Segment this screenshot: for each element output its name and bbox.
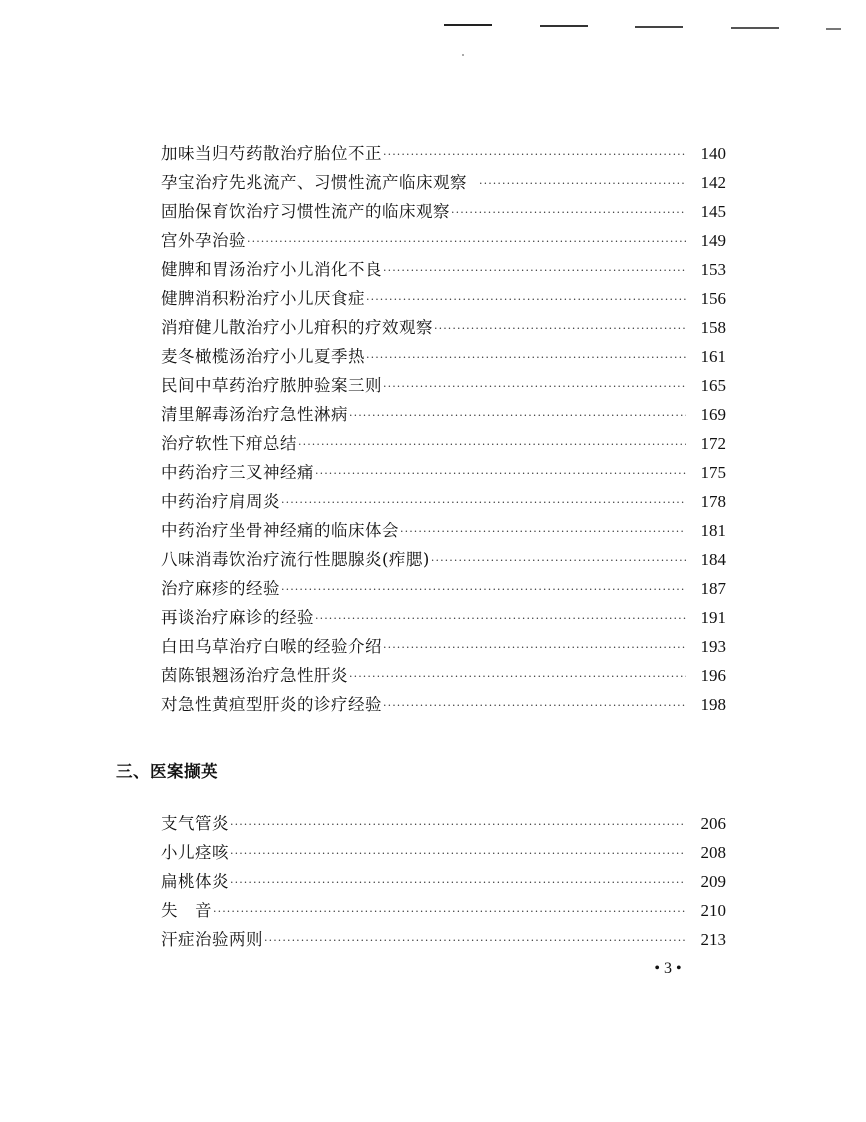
- dot-leader: [349, 670, 686, 683]
- toc-entry-title: 中药治疗三叉神经痛: [161, 463, 314, 482]
- toc-entry[interactable]: [161, 633, 726, 662]
- toc-entry-page: 191: [700, 608, 726, 627]
- dot-leader: [264, 934, 686, 947]
- dot-leader: [281, 496, 686, 509]
- toc-entry-title: 健脾消积粉治疗小儿厌食症: [161, 289, 365, 308]
- toc-entry-title: 清里解毒汤治疗急性淋病: [161, 405, 348, 424]
- toc-entry-title: 加味当归芍药散治疗胎位不正: [161, 144, 382, 163]
- toc-entry[interactable]: [161, 198, 726, 227]
- dot-leader: [383, 148, 686, 161]
- toc-entry-title: 中药治疗坐骨神经痛的临床体会: [161, 521, 399, 540]
- rule-line: [540, 25, 588, 27]
- toc-entry[interactable]: [161, 546, 726, 575]
- toc-entry[interactable]: [161, 517, 726, 546]
- rule-line: [731, 27, 779, 29]
- toc-entry-page: 187: [700, 579, 726, 598]
- toc-entry-title: 再谈治疗麻诊的经验: [161, 608, 314, 627]
- toc-entry-title: 茵陈银翘汤治疗急性肝炎: [161, 666, 348, 685]
- toc-entry-page: 161: [700, 347, 726, 366]
- toc-entry-page: 158: [700, 318, 726, 337]
- dot-leader: [230, 847, 686, 860]
- dot-leader: [213, 905, 686, 918]
- toc-entry-title: 治疗软性下疳总结: [161, 434, 297, 453]
- toc-entry-title: 健脾和胃汤治疗小儿消化不良: [161, 260, 382, 279]
- dot-leader: [349, 409, 686, 422]
- toc-entry-page: 178: [700, 492, 726, 511]
- toc-entry[interactable]: [161, 372, 726, 401]
- dot-leader: [366, 351, 686, 364]
- toc-entry-title: 民间中草药治疗脓肿验案三则: [161, 376, 382, 395]
- toc-entry-title: 扁桃体炎: [161, 872, 229, 891]
- toc-entry[interactable]: [161, 459, 726, 488]
- toc-entry[interactable]: [161, 401, 726, 430]
- toc-entry-title: 八味消毒饮治疗流行性腮腺炎(痄腮): [161, 550, 430, 569]
- dot-leader: [281, 583, 686, 596]
- dot-leader: [366, 293, 686, 306]
- toc-entry[interactable]: [161, 575, 726, 604]
- dot-leader: [383, 699, 686, 712]
- dot-leader: [479, 177, 686, 190]
- toc-entry-title: 固胎保育饮治疗习惯性流产的临床观察: [161, 202, 450, 221]
- toc-entry-page: 209: [700, 872, 726, 891]
- toc-entry-page: 196: [700, 666, 726, 685]
- dot-leader: [383, 380, 686, 393]
- toc-entry-title: 消疳健儿散治疗小儿疳积的疗效观察: [161, 318, 433, 337]
- toc-entry-title: 麦冬橄榄汤治疗小儿夏季热: [161, 347, 365, 366]
- rule-line: [444, 24, 492, 26]
- section-heading: 三、医案撷英: [116, 762, 218, 781]
- toc-entry-page: 193: [700, 637, 726, 656]
- toc-entry[interactable]: [161, 140, 726, 169]
- dot-leader: [230, 876, 686, 889]
- toc-entry-page: 165: [700, 376, 726, 395]
- toc-entry-page: 208: [700, 843, 726, 862]
- toc-entry-page: 156: [700, 289, 726, 308]
- dot-leader: [434, 322, 686, 335]
- toc-entry-page: 169: [700, 405, 726, 424]
- toc-entry[interactable]: [161, 691, 726, 720]
- toc-entry[interactable]: [161, 926, 726, 955]
- toc-entry-page: 198: [700, 695, 726, 714]
- toc-entry[interactable]: [161, 227, 726, 256]
- toc-entry-page: 149: [700, 231, 726, 250]
- page-number: • 3 •: [654, 960, 682, 977]
- toc-entry-page: 184: [700, 550, 726, 569]
- toc-entry-title: 支气管炎: [161, 814, 229, 833]
- toc-entry-page: 140: [700, 144, 726, 163]
- toc-entry-title: 汗症治验两则: [161, 930, 263, 949]
- toc-entry-title: 治疗麻疹的经验: [161, 579, 280, 598]
- toc-entry[interactable]: [161, 604, 726, 633]
- toc-entry-page: 210: [700, 901, 726, 920]
- toc-entry[interactable]: [161, 285, 726, 314]
- toc-entry-page: 213: [700, 930, 726, 949]
- toc-entry-page: 181: [700, 521, 726, 540]
- toc-entry-page: 145: [700, 202, 726, 221]
- toc-entry[interactable]: [161, 839, 726, 868]
- toc-entry[interactable]: [161, 810, 726, 839]
- section-three-list: [161, 810, 726, 955]
- toc-entry[interactable]: [161, 430, 726, 459]
- dot-leader: [400, 525, 686, 538]
- toc-entry[interactable]: [161, 314, 726, 343]
- toc-entry-title: 宫外孕治验: [161, 231, 246, 250]
- toc-entry-title: 中药治疗肩周炎: [161, 492, 280, 511]
- toc-entry[interactable]: [161, 897, 726, 926]
- toc-entry[interactable]: [161, 488, 726, 517]
- toc-entry[interactable]: [161, 868, 726, 897]
- toc-entry-page: 142: [700, 173, 726, 192]
- rule-line: [635, 26, 683, 28]
- dot-leader: [298, 438, 686, 451]
- toc-continued-list: [161, 140, 726, 720]
- toc-entry[interactable]: [161, 169, 726, 198]
- toc-entry-page: 172: [700, 434, 726, 453]
- scan-speck: [462, 54, 464, 56]
- toc-entry-title: 失 音: [161, 901, 212, 920]
- toc-entry-page: 206: [700, 814, 726, 833]
- dot-leader: [230, 818, 686, 831]
- dot-leader: [247, 235, 686, 248]
- toc-entry-title: 孕宝治疗先兆流产、习惯性流产临床观察: [161, 173, 467, 192]
- dot-leader: [383, 264, 686, 277]
- rule-line: [826, 28, 841, 30]
- toc-entry[interactable]: [161, 662, 726, 691]
- toc-entry-title: 白田乌草治疗白喉的经验介绍: [161, 637, 382, 656]
- toc-entry[interactable]: [161, 343, 726, 372]
- top-scan-rules: [0, 0, 866, 40]
- dot-leader: [383, 641, 686, 654]
- dot-leader: [451, 206, 686, 219]
- toc-entry-page: 175: [700, 463, 726, 482]
- toc-entry-title: 对急性黄疸型肝炎的诊疗经验: [161, 695, 382, 714]
- toc-entry-page: 153: [700, 260, 726, 279]
- dot-leader: [315, 612, 686, 625]
- toc-entry-title: 小儿痉咳: [161, 843, 229, 862]
- toc-entry[interactable]: [161, 256, 726, 285]
- dot-leader: [431, 554, 686, 567]
- dot-leader: [315, 467, 686, 480]
